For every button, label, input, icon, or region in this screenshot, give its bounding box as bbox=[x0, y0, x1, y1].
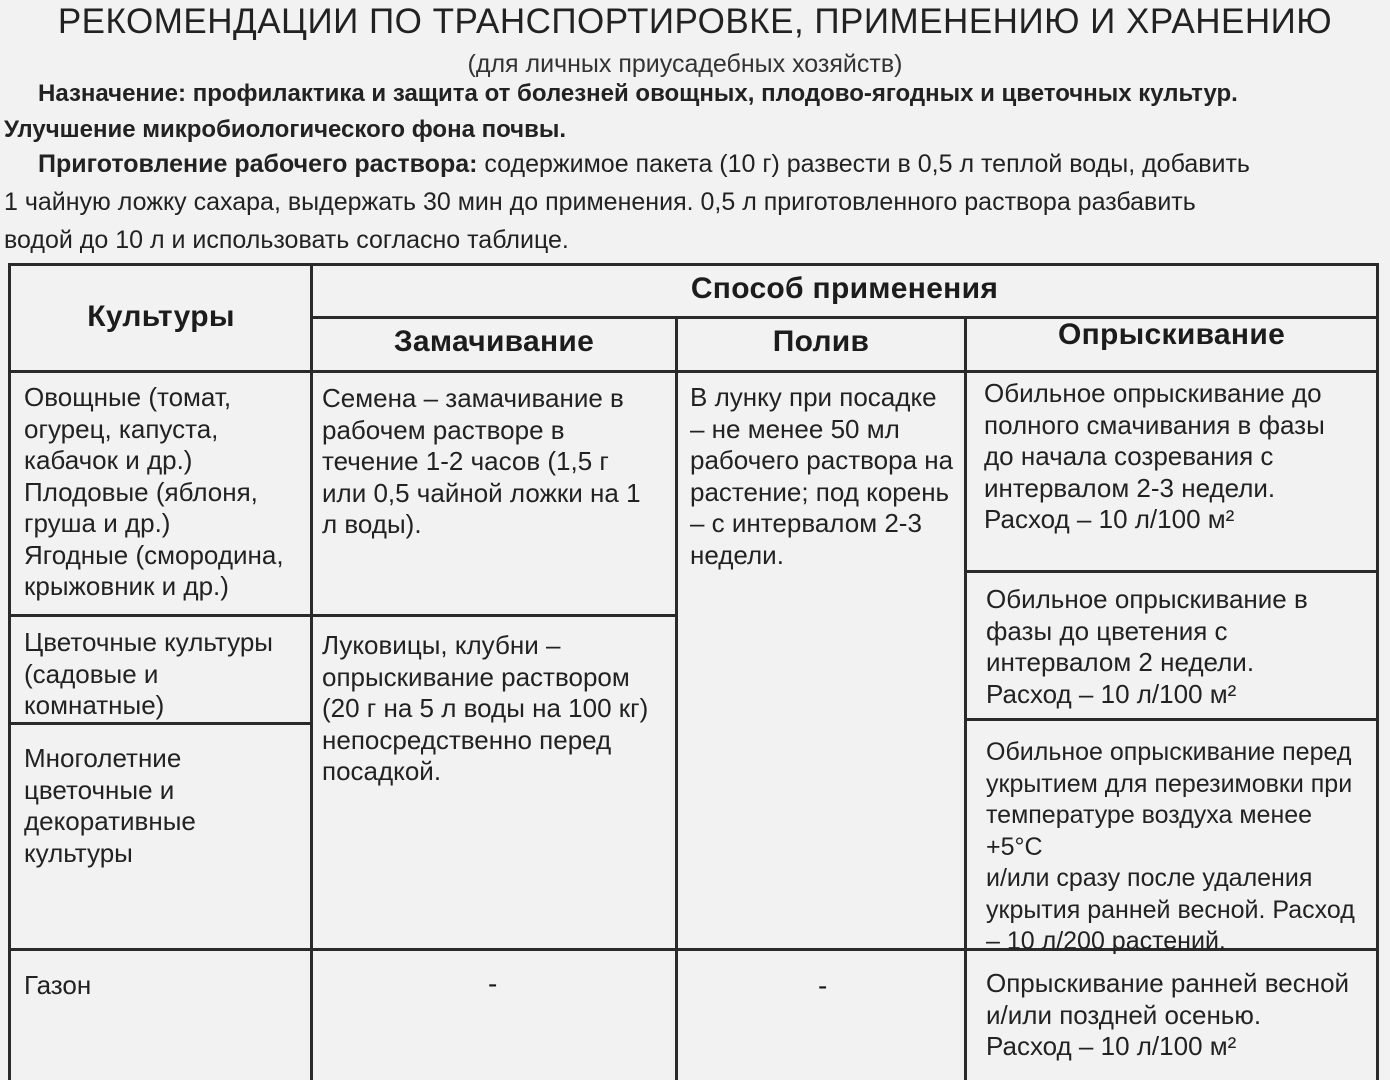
row-divider-spray-1 bbox=[964, 570, 1378, 573]
table-border-left bbox=[8, 263, 11, 1080]
header-crops: Культуры bbox=[87, 300, 235, 333]
spraying-cell-vegetables: Обильное опрыскивание до полного смачивания в фазы до начала созревания с интервалом 2-3 недели. Расход – 10 л/100 м² bbox=[984, 378, 1325, 534]
spraying-cell-lawn: Опрыскивание ранней весной и/или поздней осенью. Расход – 10 л/100 м² bbox=[986, 968, 1350, 1061]
crop-cell-perennials: Многолетние цветочные и декоративные культуры bbox=[24, 743, 196, 868]
table-border-right bbox=[1376, 263, 1379, 1080]
spraying-cell-flowers: Обильное опрыскивание в фазы до цветения с интервалом 2 недели. Расход – 10 л/100 м² bbox=[986, 584, 1308, 709]
col-divider-2 bbox=[675, 318, 678, 1080]
watering-cell-lawn: - bbox=[818, 970, 828, 1001]
prep-line-1 bbox=[38, 150, 1250, 179]
table-border-top bbox=[8, 263, 1378, 266]
soaking-cell-bulbs: Луковицы, клубни – опрыскивание раствором (20 г на 5 л воды на 100 кг) непосредственно перед посадкой. bbox=[322, 630, 649, 786]
watering-cell-main: В лунку при посадке – не менее 50 мл рабочего раствора на растение; под корень – с интервалом 2-3 недели. bbox=[690, 382, 954, 570]
soaking-cell-lawn: - bbox=[488, 968, 498, 999]
row-divider-soaking-1 bbox=[310, 614, 678, 617]
prep-line-2: 1 чайную ложку сахара, выдержать 30 мин до применения. 0,5 л приготовленного раствора разбавить bbox=[4, 188, 1196, 216]
row-divider-spray-2 bbox=[964, 718, 1378, 721]
header-method: Способ применения bbox=[690, 272, 999, 305]
col-divider-1 bbox=[310, 263, 313, 1080]
soaking-cell-seeds: Семена – замачивание в рабочем растворе в течение 1-2 часов (1,5 г или 0,5 чайной ложки на 1 л воды). bbox=[322, 383, 641, 539]
header-divider-bottom bbox=[8, 370, 1378, 373]
purpose-line-1 bbox=[38, 80, 1238, 108]
purpose-label: Назначение: bbox=[38, 80, 187, 107]
prep-label: Приготовление рабочего раствора: bbox=[38, 150, 478, 178]
spraying-cell-perennials: Обильное опрыскивание перед укрытием для перезимовки при температуре воздуха менее +5°С и/или сразу после удаления укрытия ранней весной. Расход – 10 л/200 растений. bbox=[986, 738, 1355, 955]
prep-line-3: водой до 10 л и использовать согласно таблице. bbox=[4, 226, 569, 254]
document-title: РЕКОМЕНДАЦИИ ПО ТРАНСПОРТИРОВКЕ, ПРИМЕНЕНИЮ И ХРАНЕНИЮ bbox=[57, 2, 1333, 41]
crop-cell-flowers: Цветочные культуры (садовые и комнатные) bbox=[24, 627, 273, 720]
col-divider-3 bbox=[964, 318, 967, 1080]
purpose-text: профилактика и защита от болезней овощных, плодово-ягодных и цветочных культур. bbox=[186, 80, 1238, 107]
document-subtitle: (для личных приусадебных хозяйств) bbox=[467, 50, 903, 78]
row-divider-crops-1 bbox=[8, 614, 313, 617]
row-divider-crops-2 bbox=[8, 722, 313, 725]
header-soaking: Замачивание bbox=[393, 325, 595, 358]
header-spraying: Опрыскивание bbox=[1057, 318, 1286, 351]
crop-cell-vegetables: Овощные (томат, огурец, капуста, кабачок и др.) Плодовые (яблоня, груша и др.) Ягодные (смородина, крыжовник и др.) bbox=[24, 382, 284, 601]
purpose-line-2: Улучшение микробиологического фона почвы. bbox=[4, 116, 567, 143]
crop-cell-lawn: Газон bbox=[24, 970, 92, 1000]
header-watering: Полив bbox=[772, 325, 870, 358]
prep-text: содержимое пакета (10 г) развести в 0,5 л теплой воды, добавить bbox=[477, 150, 1250, 178]
